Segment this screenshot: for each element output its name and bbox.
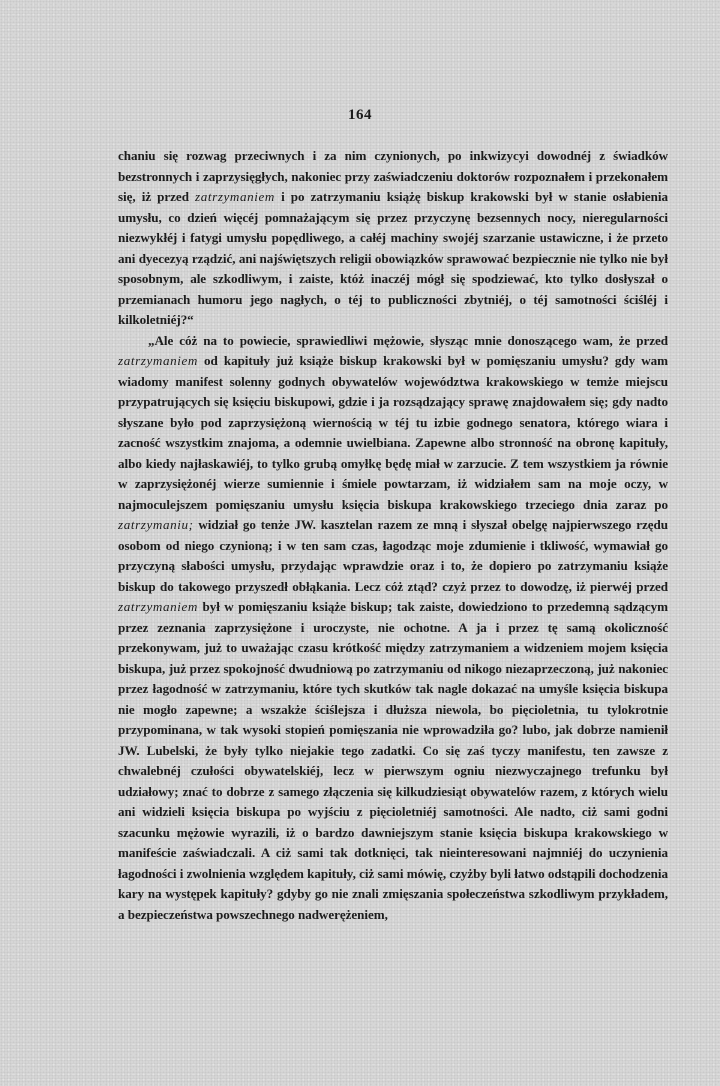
text-segment: i po zatrzymaniu książę biskup krakowski był w stanie osłabienia umysłu, co dzień więcéj pomnażającym się przez przyczynę bezsennych nocy, nieregularności niezwykłéj i fatygi umysłu popędliwego, a całéj machiny swojéj szarzanie ustawiczne, i że przeto ani dyecezyą rządzić, ani najświętszych religii obowiązków sprawować bezpiecznie nie tylko nie był sposobnym, ale szkodliwym, i zaiste, któż inaczéj mógł się spodziewać, kto tylko dosłyszał o przemianach humoru jego nagłych, o téj to publiczności zbytniéj, o téj samotności ściśléj i kilkoletniéj?“ [118,189,669,327]
text-segment: chaniu się rozwag przeciwnych i za nim czynionych, po inkwizycyi dowodnéj z świadków bezstronnych i zaprzysięgłych, nakoniec przy zaświadczeniu doktorów rozpoznałem i przekonałem się, iż przed [118,148,668,204]
page-number: 164 [348,107,372,123]
body-text [118,146,668,925]
paragraph-1 [118,146,668,331]
italic-term: zatrzymaniem [195,189,275,204]
italic-term: zatrzymaniem [118,353,198,368]
italic-term: zatrzymaniem [118,599,198,614]
text-segment: od kapituły już książe biskup krakowski był w pomięszaniu umysłu? gdy wam wiadomy manifest solenny godnych obywatelów województwa krakowskiego w temże miejscu przypatrujących się księciu biskupowi, gdzie i ja rozsądzający sprawę znajdowałem się; gdy nadto słyszane było pod zaprzysiężoną wiernością w téj tu izbie godnego senatora, którego wiara i zacność wszystkim znajoma, a odemnie uwielbiana. Zapewne albo stronność na obronę kapituły, albo kiedy najłaskawiéj, to tylko grubą omyłkę będę miał w zarzucie. Z tem wszystkiem ja równie w zaprzysiężonéj wierze sumiennie i śmiele powtarzam, iż widziałem sam na moje oczy, w najmoculejszem pomięszaniu umysłu księcia biskupa krakowskiego trzeciego dnia zaraz po [118,353,668,512]
text-segment: widział go tenże JW. kasztelan razem ze mną i słyszał obelgę najpierwszego rzędu osobom od niego czynioną; i w ten sam czas, łagodząc moje zdumienie i tkliwość, wymawiał go przyczyną słabości umysłu, przydając wprawdzie oraz i to, że dopiero po zatrzymaniu książe biskup do takowego przyszedł obłąkania. Lecz cóż ztąd? czyż przez to dowodzę, iż pierwéj przed [118,517,668,594]
text-segment: był w pomięszaniu książe biskup; tak zaiste, dowiedziono to przedemną sądzącym przez zeznania zaprzysiężone i uroczyste, nie ochotne. A ja i przez tę samą okoliczność przekonywam, już to uważając czasu krótkość między zatrzymaniem a widzeniem mojem księcia biskupa, już przez spokojność dwudniową po zatrzymaniu od nikogo niezaprzeczoną, już nakoniec przez łagodność w zatrzymaniu, które tych skutków tak nagle dokazać na umyśle księcia biskupa nie mogło zapewne; a wszakże ściślejsza i dłuższa niewola, bo pięcioletnia, tu tylokrotnie przypominana, w tak wysoki stopień pomięszania nie wprowadziła go? lubo, jak dobrze namienił JW. Lubelski, że były tylko niejakie tego zadatki. Co się zaś tyczy manifestu, ten zawsze z chwalebnéj czułości obywatelskiéj, lecz w pierwszym ogniu niezwyczajnego trefunku był udziałowy; znać to dobrze z samego złączenia się kilkudziesiąt obywatelów razem, z których wielu ani widzieli księcia biskupa po wyjściu z pięcioletniéj samotności. Ale nadto, ciż sami godni szacunku mężowie wyrazili, iż o bardzo dawniejszym stanie księcia biskupa krakowskiego w manifeście zaświadczali. A ciż sami tak dotknięci, tak nieinteresowani najmniéj do uczynienia łagodności i zwolnienia względem kapituły, ciż sami mówię, czyżby byli łatwo odstąpili dochodzenia kary na występek kapituły? gdyby go nie znali zmięszania społeczeństwa szkodliwym przykładem, a bezpieczeństwa powszechnego nadwerężeniem, [118,599,668,922]
text-segment: „Ale cóż na to powiecie, sprawiedliwi mężowie, słysząc mnie donoszącego wam, że przed [148,332,668,348]
paragraph-2 [118,331,668,926]
italic-term: zatrzymaniu; [118,517,194,532]
